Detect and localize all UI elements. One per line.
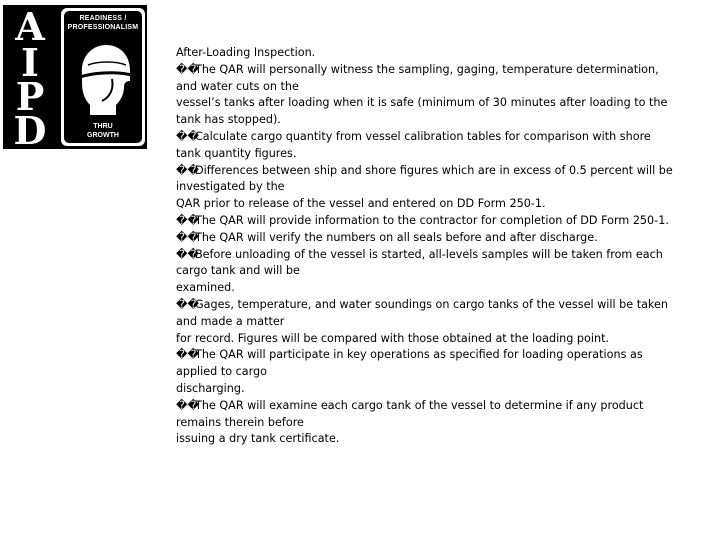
bullet-glyph: �� — [176, 348, 199, 362]
line-text: QAR prior to release of the vessel and entered on DD Form 250-1. — [176, 197, 546, 211]
bullet-glyph: �� — [176, 297, 199, 311]
line-text: discharging. — [176, 381, 245, 395]
soldier-helmet-icon — [68, 35, 138, 119]
text-line — [176, 95, 696, 112]
line-text: Before unloading of the vessel is started, all-levels samples will be taken from each — [195, 247, 663, 261]
text-line — [176, 79, 696, 96]
bullet-line — [176, 129, 696, 146]
line-text: The QAR will personally witness the sampling, gaging, temperature determination, — [195, 62, 659, 76]
line-text: issuing a dry tank certificate. — [176, 432, 340, 446]
line-text: tank has stopped). — [176, 113, 281, 127]
text-line — [176, 364, 696, 381]
text-line — [176, 280, 696, 297]
logo-letter-d: D — [13, 108, 47, 153]
bullet-line — [176, 230, 696, 247]
text-line — [176, 179, 696, 196]
line-text: The QAR will examine each cargo tank of the vessel to determine if any product — [195, 398, 644, 412]
text-line — [176, 415, 696, 432]
line-text: tank quantity figures. — [176, 146, 297, 160]
heading: After-Loading Inspection. — [176, 46, 316, 59]
bullet-line — [176, 347, 696, 364]
bullet-line — [176, 247, 696, 264]
bullet-line — [176, 62, 696, 79]
bullet-glyph: �� — [176, 129, 199, 143]
logo-letters — [3, 4, 57, 153]
line-text: Differences between ship and shore figures which are in excess of 0.5 percent will be — [195, 163, 673, 177]
bullet-glyph: �� — [176, 247, 199, 261]
line-text: investigated by the — [176, 180, 285, 194]
line-text: vessel’s tanks after loading when it is safe (minimum of 30 minutes after loading to the — [176, 96, 668, 110]
logo-letter-a: A — [15, 4, 45, 49]
logo-letter-p: P — [15, 74, 45, 119]
logo-motto-bottom: THRU GROWTH — [87, 123, 119, 139]
line-text: The QAR will verify the numbers on all seals before and after discharge. — [195, 230, 598, 244]
text-line — [176, 314, 696, 331]
line-text: for record. Figures will be compared with those obtained at the loading point. — [176, 331, 610, 345]
bullet-line — [176, 297, 696, 314]
line-text: examined. — [176, 281, 235, 295]
aipd-logo — [3, 4, 147, 153]
body-lines — [176, 62, 696, 448]
line-text: cargo tank and will be — [176, 264, 300, 278]
text-line — [176, 381, 696, 398]
line-text: The QAR will participate in key operations as specified for loading operations as — [195, 348, 643, 362]
text-line — [176, 146, 696, 163]
line-text: Gages, temperature, and water soundings on cargo tanks of the vessel will be taken — [195, 297, 668, 311]
document-body — [176, 45, 696, 448]
bullet-line — [176, 163, 696, 180]
line-text: remains therein before — [176, 415, 304, 429]
bullet-line — [176, 398, 696, 415]
bullet-glyph: �� — [176, 62, 199, 76]
text-line — [176, 112, 696, 129]
text-line — [176, 331, 696, 348]
bullet-glyph: �� — [176, 163, 199, 177]
logo-emblem-panel — [61, 8, 145, 146]
bullet-glyph: �� — [176, 230, 199, 244]
bullet-glyph: �� — [176, 213, 199, 227]
text-line — [176, 196, 696, 213]
line-text: Calculate cargo quantity from vessel calibration tables for comparison with shore — [195, 129, 651, 143]
text-line — [176, 431, 696, 448]
text-line — [176, 263, 696, 280]
line-text: applied to cargo — [176, 365, 267, 379]
bullet-line — [176, 213, 696, 230]
line-text: and made a matter — [176, 314, 285, 328]
logo-letter-i: I — [21, 40, 39, 85]
line-text: The QAR will provide information to the contractor for completion of DD Form 250-1. — [195, 213, 669, 227]
line-text: and water cuts on the — [176, 79, 299, 93]
logo-motto-top: READINESS / PROFESSIONALISM — [67, 15, 139, 31]
bullet-glyph: �� — [176, 398, 199, 412]
